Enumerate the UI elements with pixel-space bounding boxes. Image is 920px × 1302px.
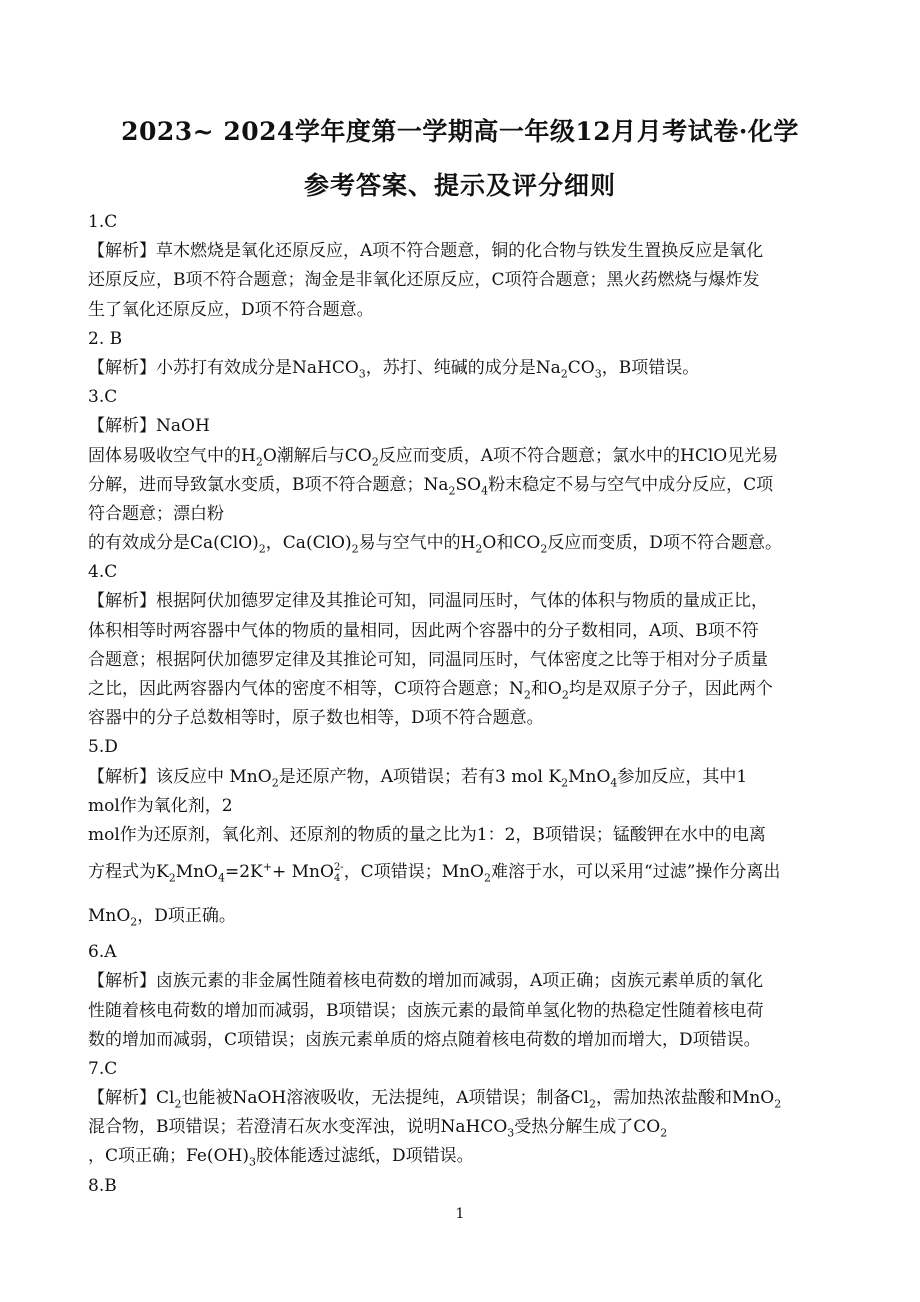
answer-6-label: 6.A [88, 942, 117, 963]
answer-6-explanation-line: 性随着核电荷数的增加而减弱，B项错误；卤族元素的最简单氢化物的热稳定性随着核电荷 [88, 1000, 764, 1021]
answer-7-explanation-line: ，C项正确；$Fe(OH)_3$胶体能透过滤纸，D项错误。 [88, 1146, 474, 1169]
answer-1-explanation-line: 还原反应，B项不符合题意；淘金是非氧化还原反应，C项符合题意；黑火药燃烧与爆炸发 [88, 270, 760, 291]
answer-5-explanation-line: mol作为氧化剂，2 [88, 795, 233, 816]
answer-8-label: 8.B [88, 1175, 117, 1196]
answer-4-explanation-line: 之比，因此两容器内气体的密度不相等，C项符合题意；$N_2$和$O_2$均是双原子分子，因此两个 [88, 679, 773, 702]
answer-3-explanation-line: 固体易吸收空气中的$H_2O$潮解后与$CO_2$反应而变质，A项不符合题意；氯水中的HClO见光易 [88, 445, 779, 468]
answer-4-explanation-line: 【解析】根据阿伏加德罗定律及其推论可知，同温同压时，气体的体积与物质的量成正比， [88, 591, 768, 612]
answer-1-label: 1.C [88, 212, 118, 232]
answer-4-explanation-line: 合题意；根据阿伏加德罗定律及其推论可知，同温同压时，气体密度之比等于相对分子质量 [88, 649, 768, 670]
answer-7-explanation-line: 【解析】$Cl_2$也能被NaOH溶液吸收，无法提纯，A项错误；制备$Cl_2$，需加热浓盐酸和MnO$_2$ [88, 1088, 782, 1111]
answer-5-explanation-line: 方程式为$K_2MnO_4=2K^++$ MnO 2- 4 ，C项错误；MnO$_2$难溶于水，可以采用“过滤”操作分离出 [88, 860, 781, 885]
answer-2-explanation-line: 【解析】小苏打有效成分是NaHCO$_3$，苏打、纯碱的成分是$Na_2CO_3$，B项错误。 [88, 357, 700, 381]
answer-5-explanation-line: mol作为还原剂，氧化剂、还原剂的物质的量之比为1：2，B项错误；锰酸钾在水中的电离 [88, 824, 766, 845]
page-number: 1 [455, 1206, 465, 1222]
page-title: 2023~ 2024学年度第一学期高一年级12月月考试卷·化学 [121, 117, 799, 146]
answer-5-explanation-line: MnO$_2$，D项正确。 [88, 906, 236, 929]
answer-3-label: 3.C [88, 387, 118, 408]
answer-1-explanation-line: 生了氧化还原反应，D项不符合题意。 [88, 299, 374, 320]
answer-2-label: 2. B [88, 328, 123, 349]
answer-4-explanation-line: 容器中的分子总数相等时，原子数也相等，D项不符合题意。 [88, 708, 544, 729]
answer-3-explanation-line: 【解析】NaOH [88, 416, 210, 437]
answer-list [88, 208, 840, 1201]
answer-6-explanation-line: 数的增加而减弱，C项错误；卤族元素单质的熔点随着核电荷数的增加而增大，D项错误。 [88, 1029, 761, 1050]
answer-3-explanation-line: 符合题意；漂白粉 [88, 503, 224, 524]
answer-6-explanation-line: 【解析】卤族元素的非金属性随着核电荷数的增加而减弱，A项正确；卤族元素单质的氧化 [88, 971, 764, 992]
answer-4-explanation-line: 体积相等时两容器中气体的物质的量相同，因此两个容器中的分子数相同，A项、B项不符 [88, 620, 759, 641]
answer-5-explanation-line: 【解析】该反应中 MnO$_2$是还原产物，A项错误；若有3 mol $K_2MnO_4$参加反应，其中1 [88, 766, 748, 789]
answer-3-explanation-line: 分解，进而导致氯水变质，B项不符合题意；$Na_2SO_4$粉末稳定不易与空气中成分反应，C项 [88, 474, 774, 498]
answer-1-explanation-line: 【解析】草木燃烧是氧化还原反应，A项不符合题意，铜的化合物与铁发生置换反应是氧化 [88, 241, 764, 262]
answer-3-explanation-line: 的有效成分是$Ca(ClO)_2$，$Ca(ClO)_2$易与空气中的$H_2O$和$CO_2$反应而变质，D项不符合题意。 [88, 533, 782, 556]
answer-7-label: 7.C [88, 1058, 118, 1079]
page-subtitle: 参考答案、提示及评分细则 [303, 171, 616, 200]
answer-4-label: 4.C [88, 562, 118, 583]
answer-5-label: 5.D [88, 737, 118, 758]
answer-7-explanation-line: 混合物，B项错误；若澄清石灰水变浑浊，说明NaHCO$_3$受热分解生成了$CO_2$ [88, 1117, 668, 1140]
